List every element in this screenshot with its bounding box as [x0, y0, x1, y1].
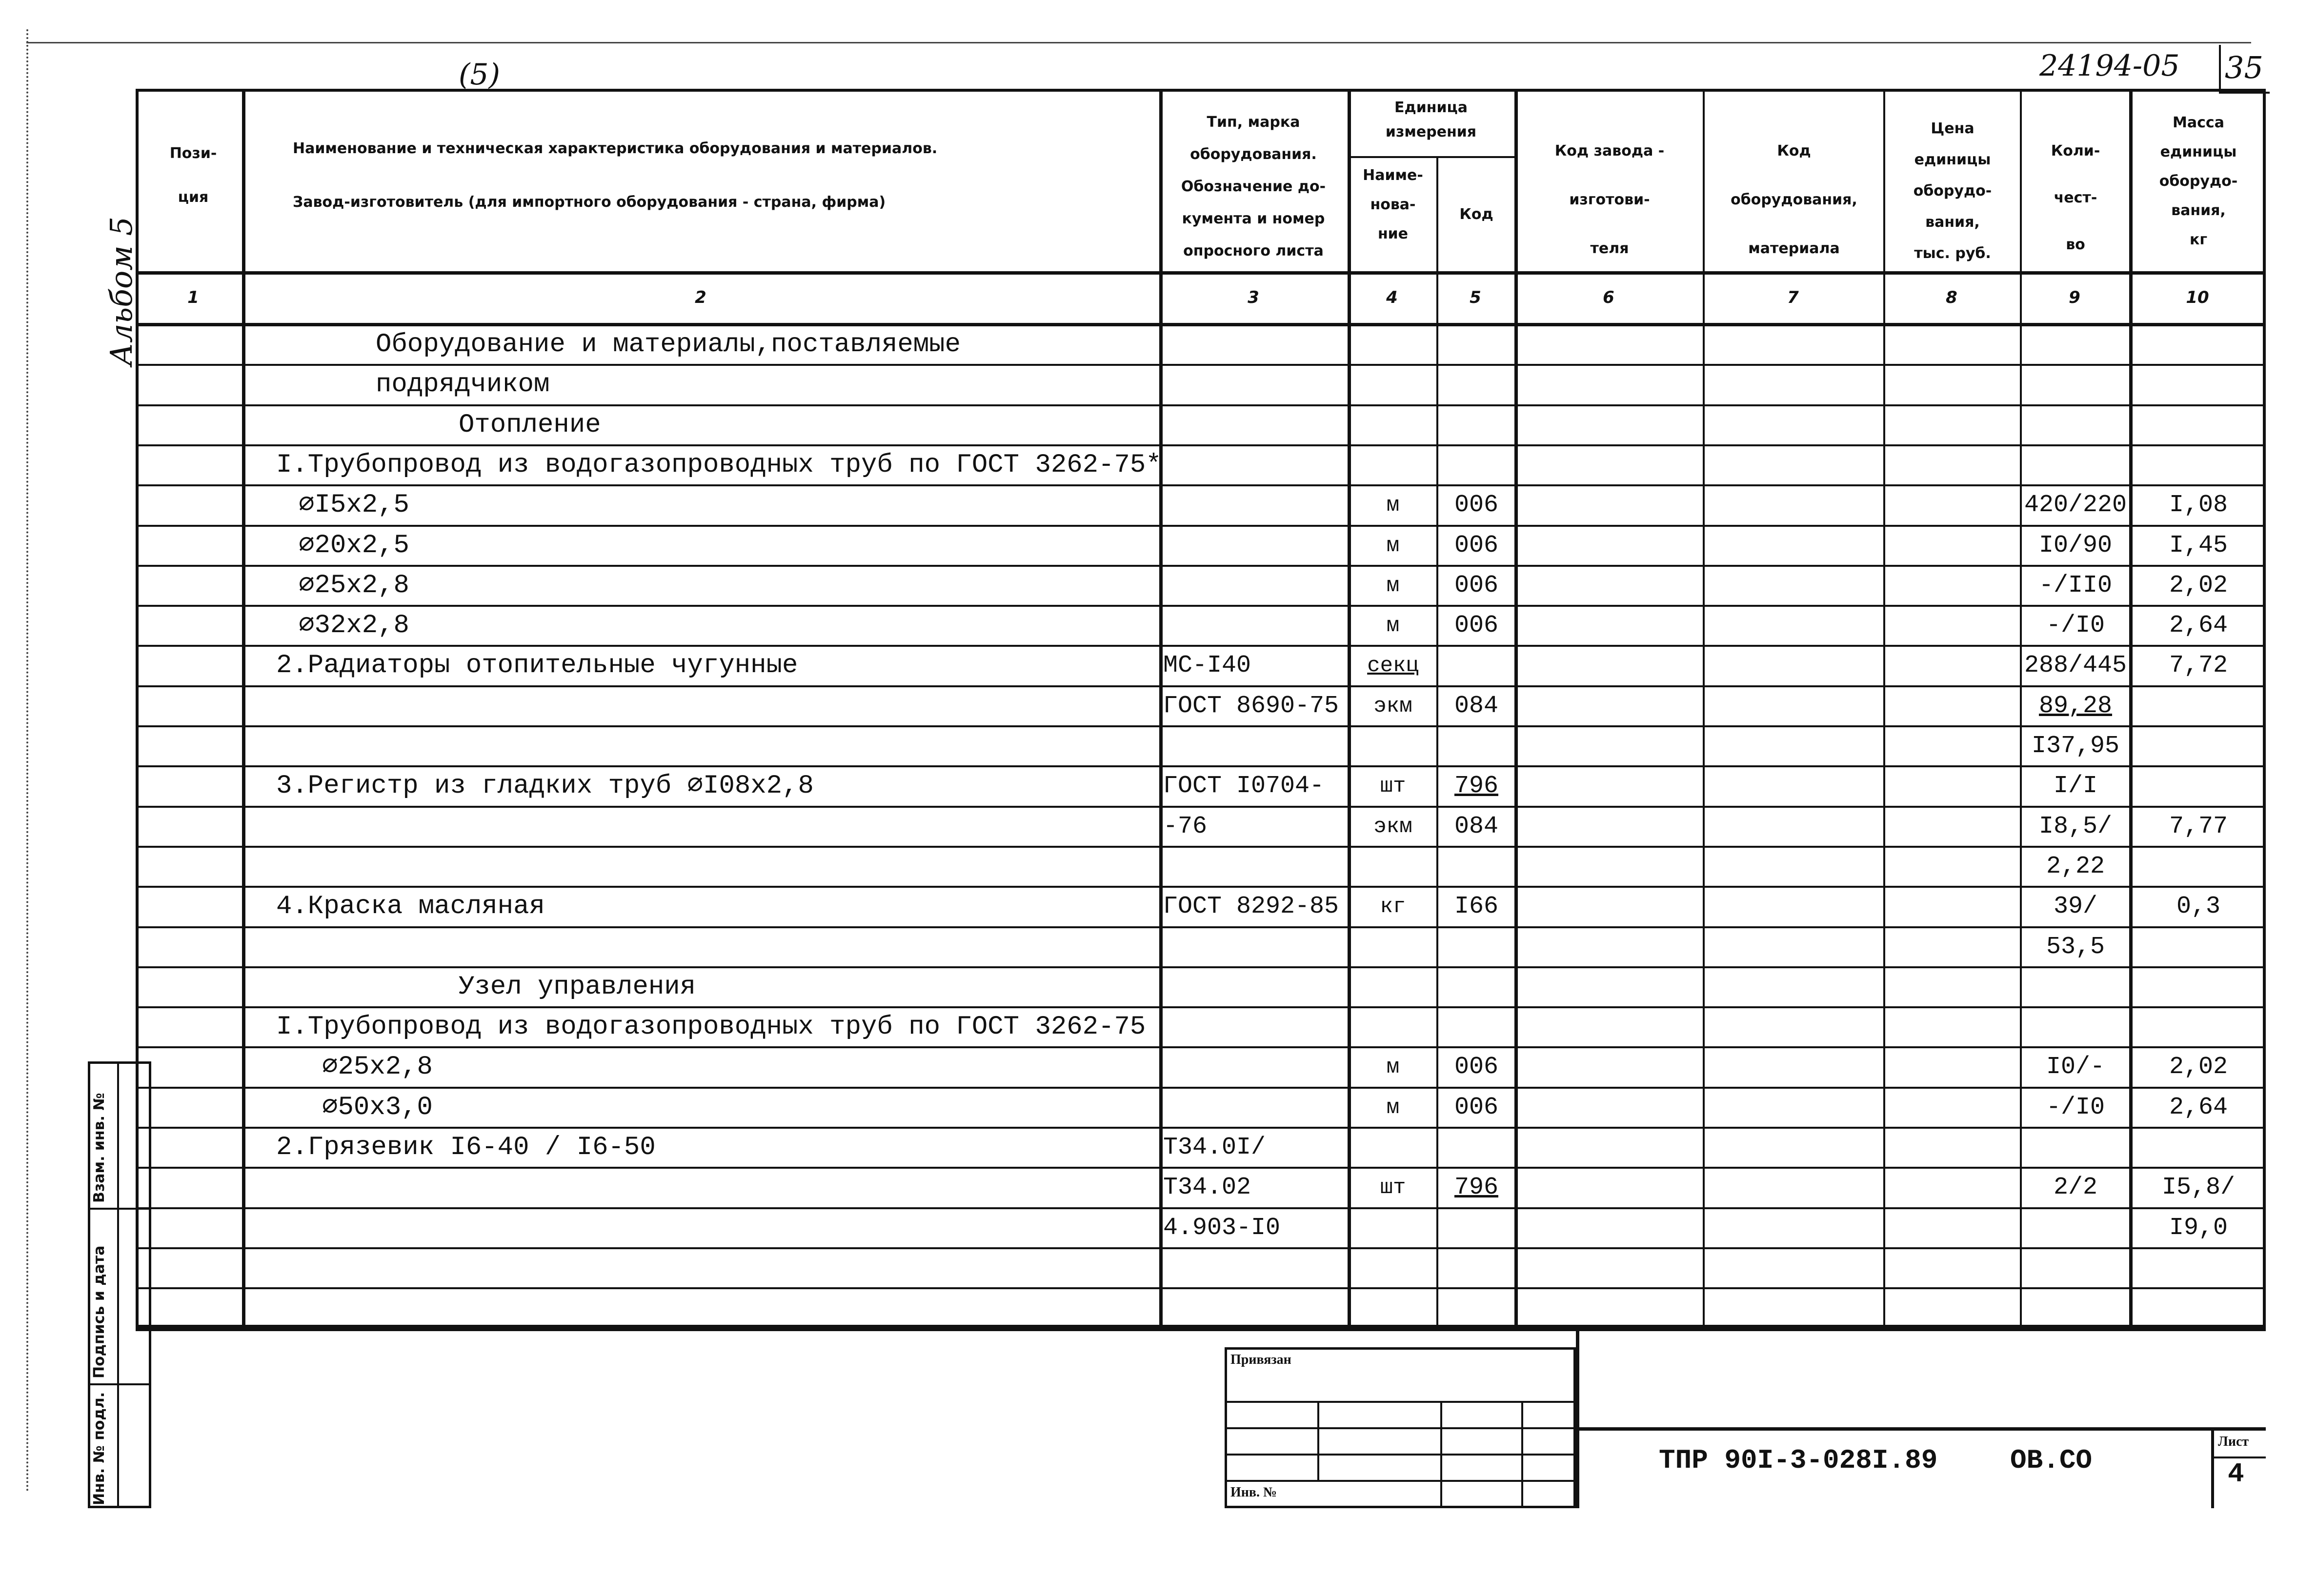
- row-name: Отопление: [459, 410, 601, 440]
- stamp-vline-2: [1440, 1401, 1442, 1508]
- row-line: [136, 645, 2266, 647]
- col-number-1: 1: [187, 288, 199, 307]
- row-name: 4.Краска масляная: [276, 892, 545, 922]
- row-mass: 2,02: [2169, 1053, 2228, 1081]
- row-code: I66: [1454, 893, 1498, 921]
- row-line: [136, 525, 2266, 527]
- doc-number: 24194-05: [2039, 49, 2180, 83]
- row-unit: экм: [1373, 814, 1412, 839]
- row-qty: I0/-: [2046, 1053, 2105, 1081]
- row-line: [136, 1247, 2266, 1249]
- row-mass: I,45: [2169, 531, 2228, 559]
- row-code: 006: [1454, 531, 1498, 559]
- col-number-9: 9: [2069, 288, 2080, 307]
- row-line: [136, 1207, 2266, 1209]
- stamp-code: ОВ.СО: [2010, 1445, 2093, 1476]
- row-name: ⌀50x3,0: [322, 1092, 433, 1122]
- row-code: 084: [1454, 692, 1498, 720]
- row-unit: м: [1386, 573, 1400, 598]
- row-line: [136, 685, 2266, 687]
- row-unit: м: [1386, 533, 1400, 558]
- col-header-5: Код: [1459, 206, 1493, 223]
- row-qty: 2/2: [2053, 1174, 2097, 1202]
- col-number-5: 5: [1470, 288, 1481, 307]
- row-line: [136, 1127, 2266, 1129]
- row-line: [136, 1167, 2266, 1169]
- row-line: [136, 886, 2266, 888]
- col-line-2: [1159, 89, 1163, 1328]
- sheet-number: 4: [2228, 1458, 2244, 1490]
- sheet-label: Лист: [2218, 1434, 2249, 1449]
- row-unit: экм: [1373, 694, 1412, 718]
- row-code: 006: [1454, 1053, 1498, 1081]
- row-qty: I0/90: [2038, 531, 2113, 559]
- stamp-line-1: [1225, 1401, 1576, 1403]
- row-type: 4.903-I0: [1163, 1214, 1281, 1242]
- stamp-privyazan: Привязан: [1230, 1352, 1291, 1367]
- row-qty: I8,5/: [2038, 812, 2113, 840]
- margin-inv-podl: Инв. № подл.: [91, 1392, 108, 1505]
- row-name: ⌀25x2,8: [322, 1052, 433, 1082]
- row-line: [136, 806, 2266, 808]
- row-name: 2.Грязевик I6-40 / I6-50: [276, 1133, 656, 1162]
- row-mass: 7,77: [2169, 812, 2228, 840]
- col-line-6: [1703, 89, 1705, 1328]
- row-code: 006: [1454, 1093, 1498, 1121]
- sheet-corner-number: 35: [2225, 50, 2263, 85]
- row-name: 2.Радиаторы отопительные чугунные: [276, 651, 798, 681]
- row-name: ⌀I5x2,5: [299, 490, 409, 520]
- row-name: Узел управления: [459, 972, 696, 1002]
- top-label: (5): [459, 58, 500, 92]
- row-mass: 2,64: [2169, 612, 2228, 640]
- row-line: [136, 484, 2266, 486]
- col-header-10: Масса единицы оборудо- вания, кг: [2159, 114, 2238, 248]
- row-line: [136, 364, 2266, 366]
- row-mass: 0,3: [2176, 893, 2220, 921]
- row-type: МС-I40: [1163, 652, 1251, 680]
- row-unit: м: [1386, 493, 1400, 518]
- row-mass: I,08: [2169, 491, 2228, 519]
- col-header-4: Наиме- нова- ние: [1363, 167, 1423, 242]
- col-number-3: 3: [1248, 288, 1259, 307]
- row-code: 796: [1454, 772, 1498, 800]
- row-qty: 39/: [2053, 893, 2097, 921]
- unit-group-header: Единица измерения: [1385, 99, 1477, 140]
- stamp-vline-1: [1317, 1401, 1319, 1480]
- row-code: 084: [1454, 812, 1498, 840]
- row-mass: 2,64: [2169, 1093, 2228, 1121]
- row-name: I.Трубопровод из водогазопроводных труб по ГОСТ 3262-75: [276, 1012, 1146, 1042]
- col-number-6: 6: [1603, 288, 1614, 307]
- col-line-7: [1883, 89, 1885, 1328]
- row-qty: 2,22: [2046, 852, 2105, 880]
- row-unit: м: [1386, 1055, 1400, 1080]
- row-line: [136, 765, 2266, 767]
- album-label: Альбом 5: [103, 217, 139, 366]
- col-line-1: [242, 89, 245, 1328]
- row-unit: шт: [1380, 774, 1406, 799]
- row-type: ГОСТ 8690-75: [1163, 692, 1339, 720]
- stamp-line-2: [1225, 1427, 1576, 1429]
- row-line: [136, 565, 2266, 567]
- row-name: ⌀20x2,5: [299, 530, 409, 560]
- row-line: [136, 926, 2266, 928]
- row-qty: 53,5: [2046, 933, 2105, 961]
- col-header-9: Коли- чест- во: [2051, 142, 2100, 253]
- col-header-3: Тип, марка оборудования. Обозначение до- кумента и номер опросного листа: [1181, 114, 1326, 259]
- stamp-vline-3: [1521, 1401, 1523, 1508]
- row-name: подрядчиком: [376, 370, 550, 400]
- row-line: [136, 605, 2266, 607]
- row-name: 3.Регистр из гладких труб ⌀I08x2,8: [276, 771, 814, 801]
- row-name: ⌀25x2,8: [299, 570, 409, 600]
- row-line: [136, 725, 2266, 727]
- row-qty: I/I: [2053, 772, 2097, 800]
- col-header-1: Пози- ция: [169, 145, 217, 206]
- cut-edge: [26, 29, 28, 1493]
- header-divider: [136, 271, 2266, 275]
- col-number-2: 2: [695, 288, 706, 307]
- col-number-8: 8: [1946, 288, 1957, 307]
- row-line: [136, 404, 2266, 406]
- margin-vzam: Взам. инв. №: [91, 1093, 108, 1203]
- title-vline: [1576, 1328, 1579, 1508]
- row-qty: 89,28: [2038, 692, 2113, 720]
- row-unit: шт: [1380, 1176, 1406, 1200]
- row-line: [136, 1087, 2266, 1089]
- row-name: Оборудование и материалы,поставляемые: [376, 330, 961, 359]
- colnum-divider: [136, 323, 2266, 326]
- row-code: 796: [1454, 1174, 1498, 1202]
- row-mass: 7,72: [2169, 652, 2228, 680]
- margin-line-2: [88, 1383, 151, 1385]
- row-qty: 288/445: [2024, 652, 2127, 680]
- row-line: [136, 846, 2266, 848]
- row-qty: I37,95: [2031, 732, 2120, 760]
- col-number-4: 4: [1386, 288, 1398, 307]
- body-bottom-line: [136, 1328, 2266, 1331]
- row-type: Т34.02: [1163, 1174, 1251, 1202]
- row-type: ГОСТ I0704-: [1163, 772, 1325, 800]
- row-qty: -/I0: [2046, 612, 2105, 640]
- row-line: [136, 966, 2266, 968]
- col-line-5: [1514, 89, 1518, 1328]
- stamp-inv-no: Инв. №: [1230, 1485, 1277, 1500]
- row-code: 006: [1454, 571, 1498, 599]
- col-line-4: [1436, 156, 1438, 1328]
- row-code: 006: [1454, 491, 1498, 519]
- row-line: [136, 1287, 2266, 1289]
- margin-vline: [117, 1061, 119, 1508]
- row-unit: м: [1386, 614, 1400, 638]
- row-line: [136, 1006, 2266, 1008]
- margin-podpis: Подпись и дата: [91, 1245, 108, 1378]
- row-qty: -/I0: [2046, 1093, 2105, 1121]
- row-mass: 2,02: [2169, 571, 2228, 599]
- row-type: -76: [1163, 812, 1208, 840]
- unit-group-divider: [1348, 156, 1514, 158]
- row-unit: м: [1386, 1095, 1400, 1120]
- row-type: Т34.0I/: [1163, 1134, 1266, 1161]
- col-number-7: 7: [1787, 288, 1799, 307]
- row-unit: кг: [1380, 895, 1406, 919]
- margin-line-1: [88, 1208, 151, 1210]
- col-header-8: Цена единицы оборудо- вания, тыс. руб.: [1913, 120, 1992, 262]
- row-code: 006: [1454, 612, 1498, 640]
- row-qty: 420/220: [2024, 491, 2127, 519]
- col-header-7: Код оборудования, материала: [1731, 142, 1857, 257]
- col-header-6: Код завода - изготови- теля: [1554, 142, 1665, 257]
- row-name: I.Трубопровод из водогазопроводных труб по ГОСТ 3262-75*: [276, 450, 1162, 480]
- col-header-2: Наименование и техническая характеристика оборудования и материалов. Завод-изготовитель (для импортного оборудования - страна, фирма): [293, 140, 938, 211]
- row-qty: -/II0: [2038, 571, 2113, 599]
- row-unit: секц: [1367, 654, 1419, 678]
- title-hline: [1576, 1427, 2266, 1431]
- stamp-line-3: [1225, 1454, 1576, 1456]
- stamp-designation: ТПР 90I-3-028I.89: [1659, 1445, 1938, 1476]
- top-edge: [26, 42, 2251, 43]
- col-number-10: 10: [2186, 288, 2209, 307]
- row-line: [136, 1046, 2266, 1048]
- row-type: ГОСТ 8292-85: [1163, 893, 1339, 921]
- row-name: ⌀32x2,8: [299, 611, 409, 641]
- row-mass: I9,0: [2169, 1214, 2228, 1242]
- row-line: [136, 444, 2266, 446]
- stamp-line-4: [1225, 1480, 1576, 1482]
- row-mass: I5,8/: [2161, 1174, 2236, 1202]
- col-line-9: [2129, 89, 2133, 1328]
